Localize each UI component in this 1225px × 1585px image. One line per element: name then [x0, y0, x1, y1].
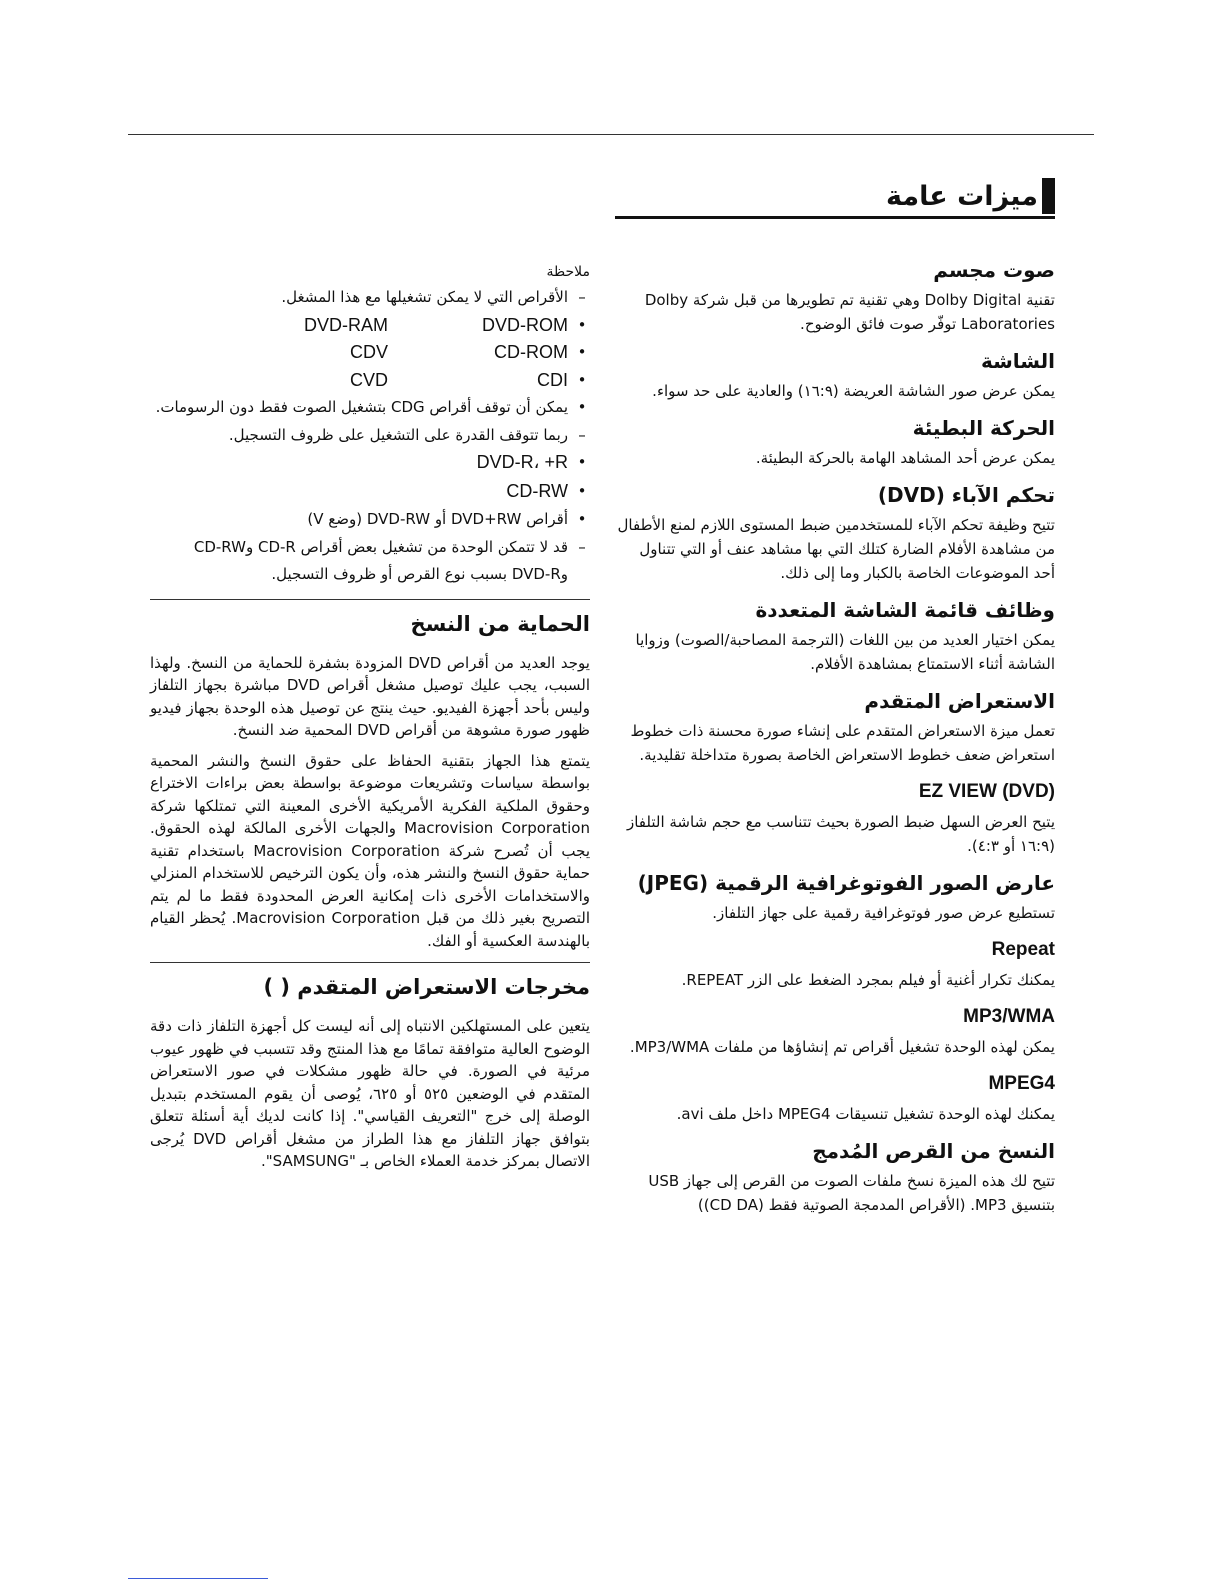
disc-pair — [150, 367, 568, 395]
list-item — [150, 449, 590, 478]
page-title: ميزات عامة — [886, 180, 1038, 212]
feature-item — [615, 255, 1055, 336]
feature-item — [615, 777, 1055, 858]
feature-heading: عارض الصور الفوتوغرافية الرقمية (JPEG) — [637, 871, 1055, 895]
feature-heading: الاستعراض المتقدم — [864, 689, 1055, 713]
feature-heading: النسخ من القرص المُدمج — [812, 1139, 1055, 1163]
features-column — [615, 255, 1055, 1227]
title-marker — [1042, 178, 1055, 214]
feature-item — [615, 346, 1055, 403]
section-heading: مخرجات الاستعراض المتقدم ( ) — [263, 975, 590, 999]
dash-icon: – — [578, 537, 586, 556]
feature-item — [615, 480, 1055, 585]
bullet-icon: • — [577, 398, 587, 416]
feature-body: يمكن اختيار العديد من بين اللغات (الترجمة المصاحبة/الصوت) وزوايا الشاشة أثناء الاستمتاع بمشاهدة الأفلام. — [635, 631, 1055, 673]
feature-body: تتيح لك هذه الميزة نسخ ملفات الصوت من القرص إلى جهاز USB بتنسيق MP3. (الأقراص المدمجة الصوتية فقط (CD DA)) — [648, 1172, 1055, 1214]
dash-icon: – — [578, 425, 586, 444]
feature-heading: الشاشة — [980, 349, 1055, 373]
disc-type: DVD-ROM — [482, 314, 568, 335]
feature-item — [615, 868, 1055, 925]
feature-body: تعمل ميزة الاستعراض المتقدم على إنشاء صورة محسنة ذات خطوط استعراض ضعف خطوط الاستعراض الخاصة بصورة متداخلة تقليدية. — [630, 722, 1055, 764]
top-rule — [128, 134, 1094, 135]
paragraph: يتمتع هذا الجهاز بتقنية الحفاظ على حقوق النسخ والنشر المحمية بواسطة سياسات وتشريعات موضوعة بواسطة بعض براءات الاختراع وحقوق الملكية الفكرية الأمريكية الأخرى المعينة التي تمتلكها شركة Macrovision Corporation والجهات الأخرى المالكة لهذه الحقوق. يجب أن تُصرح شركة Macrovision Corporation باستخدام تقنية حماية حقوق النسخ والنشر هذه، وأن يكون الترخيص للاستخدام المنزلي والاستخدامات الأخرى ذات إمكانية العرض المحدودة فقط ما لم يتم التصريح بغير ذلك من قبل Macrovision Corporation. يُحظر القيام بالهندسة العكسية أو الفك. — [150, 751, 591, 950]
feature-heading: تحكم الآباء (DVD) — [877, 483, 1055, 507]
divider — [150, 962, 590, 963]
disc-type: CDV — [349, 342, 388, 362]
list-item — [150, 312, 590, 340]
disc-type: CDI — [537, 369, 568, 390]
list-item — [150, 506, 590, 534]
bullet-icon: • — [577, 481, 587, 500]
disc-type: CD-ROM — [494, 342, 568, 362]
section-title — [615, 176, 1055, 219]
feature-body: يمكن لهذه الوحدة تشغيل أقراص تم إنشاؤها من ملفات MP3/WMA. — [629, 1038, 1055, 1056]
bottom-link-line — [128, 1578, 268, 1579]
feature-item — [615, 686, 1055, 767]
feature-item — [615, 1069, 1055, 1126]
bullet-icon: • — [577, 370, 587, 389]
list-item — [150, 284, 590, 312]
note-text: أقراص DVD+RW أو DVD-RW (وضع V) — [307, 510, 568, 528]
feature-body: يمكن عرض أحد المشاهد الهامة بالحركة البطيئة. — [755, 449, 1055, 467]
feature-body: تتيح وظيفة تحكم الآباء للمستخدمين ضبط المستوى اللازم لمنع الأطفال من مشاهدة الأفلام الضارة كتلك التي بها مشاهد عنف أو التي تتناول أحد الموضوعات الخاصة بالكبار وما إلى ذلك. — [617, 516, 1055, 582]
dash-icon: – — [578, 288, 586, 306]
disc-type: DVD-RAM — [304, 314, 388, 335]
feature-heading: EZ VIEW (DVD) — [918, 781, 1055, 802]
bullet-icon: • — [577, 315, 587, 334]
bullet-icon: • — [577, 343, 587, 361]
list-item — [150, 422, 590, 450]
feature-body: يمكنك لهذه الوحدة تشغيل تنسيقات MPEG4 داخل ملف avi. — [676, 1105, 1055, 1123]
feature-body: يمكنك تكرار أغنية أو فيلم بمجرد الضغط على الزر REPEAT. — [681, 971, 1055, 989]
note-intro: الأقراص التي لا يمكن تشغيلها مع هذا المشغل. — [281, 288, 568, 306]
feature-body: يتيح العرض السهل ضبط الصورة بحيث تتناسب مع حجم شاشة التلفاز (١٦:٩ أو ٤:٣). — [626, 813, 1055, 855]
note-text: CD-RW — [506, 480, 568, 501]
feature-body: تقنية Dolby Digital وهي تقنية تم تطويرها من قبل شركة Dolby Laboratories توفّر صوت فائق الوضوح. — [644, 291, 1055, 333]
feature-heading: الحركة البطيئة — [912, 416, 1055, 440]
feature-item — [615, 1136, 1055, 1217]
divider — [150, 599, 590, 600]
feature-heading: وظائف قائمة الشاشة المتعددة — [755, 598, 1055, 622]
disc-type: CVD — [349, 369, 388, 390]
paragraph: يوجد العديد من أقراص DVD المزودة بشفرة للحماية من النسخ. ولهذا السبب، يجب عليك توصيل مشغل أقراص DVD مباشرة بجهاز التلفاز وليس بأحد أجهزة الفيديو. حيث ينتج عن توصيل هذه الوحدة بجهاز فيديو ظهور صورة مشوهة من أقراص DVD المحمية ضد النسخ. — [150, 653, 590, 739]
notes-column — [150, 262, 590, 1181]
note-text: قد لا تتمكن الوحدة من تشغيل بعض أقراص CD-R وCD-RW وDVD-R بسبب نوع القرص أو ظروف التسجيل. — [193, 537, 568, 583]
list-item — [150, 339, 590, 367]
list-item — [150, 534, 590, 589]
feature-body: تستطيع عرض صور فوتوغرافية رقمية على جهاز التلفاز. — [712, 904, 1055, 922]
feature-item — [615, 935, 1055, 992]
disc-pair — [150, 312, 568, 340]
feature-item — [615, 595, 1055, 676]
feature-item — [615, 413, 1055, 470]
bullet-icon: • — [577, 453, 587, 471]
note-text: DVD-R، +R — [476, 452, 568, 472]
disc-pair — [150, 339, 568, 367]
list-item — [150, 367, 590, 395]
list-item — [150, 394, 590, 422]
paragraph: يتعين على المستهلكين الانتباه إلى أنه ليست كل أجهزة التلفاز ذات دقة الوضوح العالية متوافقة تمامًا مع هذا المنتج وقد تتسبب في ظهور عيوب مرئية في الصورة. في حالة ظهور مشكلات في صور الاستعراض المتقدم في الوضعين ٥٢٥ أو ٦٢٥، يُوصى أن يقوم المستخدم بتبديل الوصلة إلى خرج "التعريف القياسي". إذا كانت لديك أية أسئلة تتعلق بتوافق جهاز التلفاز مع هذا الطراز من مشغل أقراص DVD يُرجى الاتصال بمركز خدمة العملاء الخاص بـ "SAMSUNG". — [150, 1017, 590, 1170]
list-item — [150, 478, 590, 507]
unsupported-discs-list — [150, 284, 590, 589]
feature-item — [615, 1002, 1055, 1059]
feature-heading: MPEG4 — [988, 1073, 1055, 1094]
section-heading: الحماية من النسخ — [410, 611, 590, 636]
feature-heading: Repeat — [991, 939, 1055, 960]
feature-heading: صوت مجسم — [933, 258, 1055, 282]
note-heading: ملاحظة — [546, 264, 590, 280]
note-text: يمكن أن توقف أقراص CDG بتشغيل الصوت فقط دون الرسومات. — [155, 398, 568, 416]
bullet-icon: • — [577, 510, 587, 528]
note-text: ربما تتوقف القدرة على التشغيل على ظروف التسجيل. — [228, 425, 568, 444]
feature-heading: MP3/WMA — [963, 1006, 1055, 1027]
feature-body: يمكن عرض صور الشاشة العريضة (١٦:٩) والعادية على حد سواء. — [652, 382, 1055, 400]
